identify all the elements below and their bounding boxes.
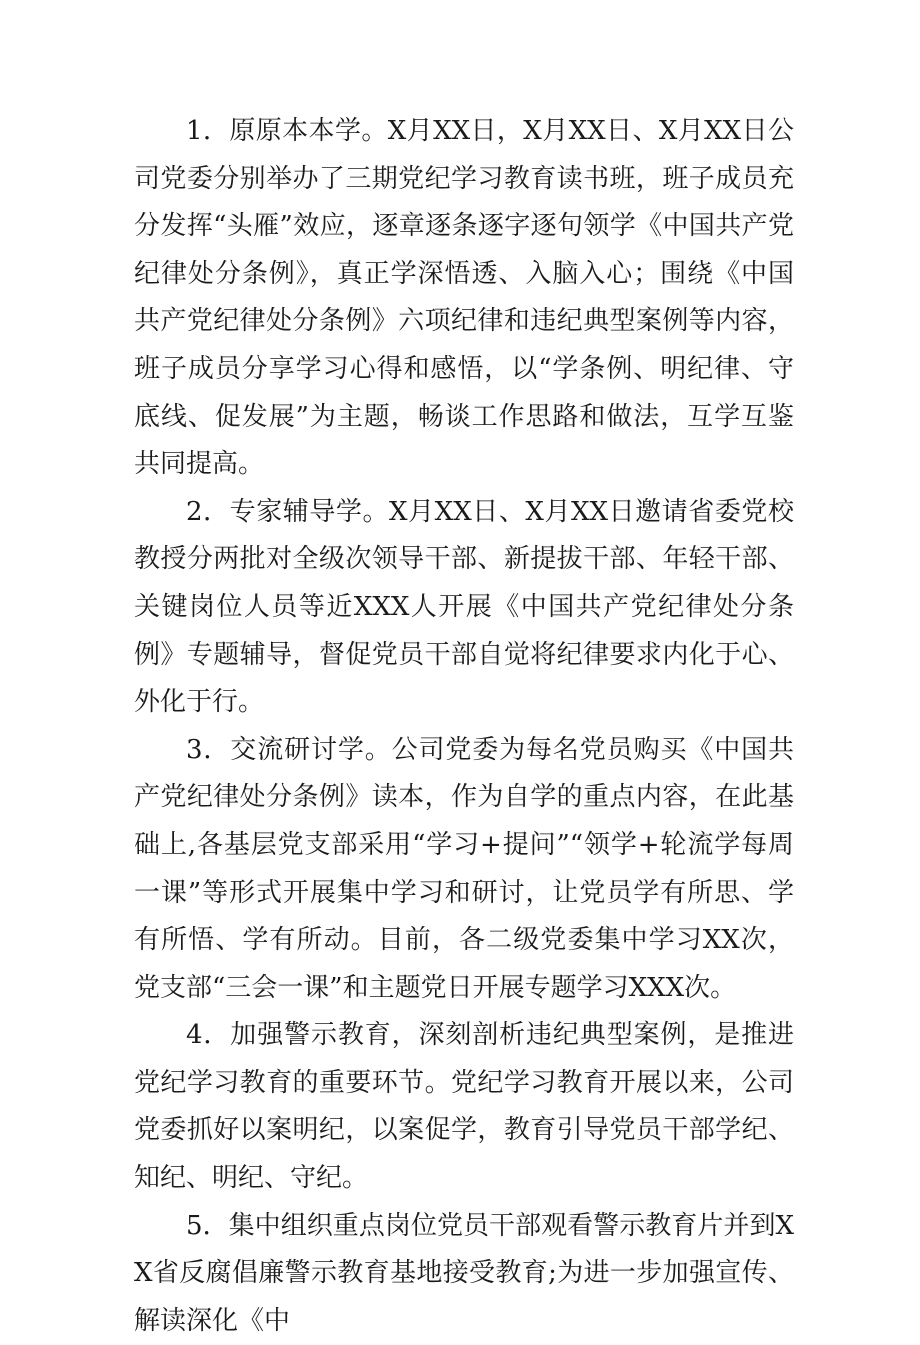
paragraph-3: 3．交流研讨学。公司党委为每名党员购买《中国共产党纪律处分条例》读本，作为自学的重点内容，在此基础上,各基层党支部采用“学习+提问”“领学+轮流学每周一课”等形式开展集中学习和研讨，让党员学有所思、学有所悟、学有所动。目前，各二级党委集中学习XX次，党支部“三会一课”和主题党日开展专题学习XXX次。 bbox=[134, 734, 794, 1003]
paragraph-5: 5．集中组织重点岗位党员干部观看警示教育片并到XX省反腐倡廉警示教育基地接受教育;为进一步加强宣传、解读深化《中 bbox=[134, 1210, 794, 1336]
paragraph-2: 2．专家辅导学。X月XX日、X月XX日邀请省委党校教授分两批对全级次领导干部、新提拔干部、年轻干部、关键岗位人员等近XXX人开展《中国共产党纪律处分条例》专题辅导，督促党员干部自觉将纪律要求内化于心、外化于行。 bbox=[134, 496, 794, 718]
document-body bbox=[134, 108, 794, 1345]
paragraph-1: 1．原原本本学。X月XX日，X月XX日、X月XX日公司党委分别举办了三期党纪学习教育读书班，班子成员充分发挥“头雁”效应，逐章逐条逐字逐句领学《中国共产党纪律处分条例》，真正学深悟透、入脑入心；围绕《中国共产党纪律处分条例》六项纪律和违纪典型案例等内容，班子成员分享学习心得和感悟，以“学条例、明纪律、守底线、促发展”为主题，畅谈工作思路和做法，互学互鉴共同提高。 bbox=[134, 116, 794, 480]
paragraph-4: 4．加强警示教育，深刻剖析违纪典型案例，是推进党纪学习教育的重要环节。党纪学习教育开展以来，公司党委抓好以案明纪，以案促学，教育引导党员干部学纪、知纪、明纪、守纪。 bbox=[134, 1020, 794, 1194]
